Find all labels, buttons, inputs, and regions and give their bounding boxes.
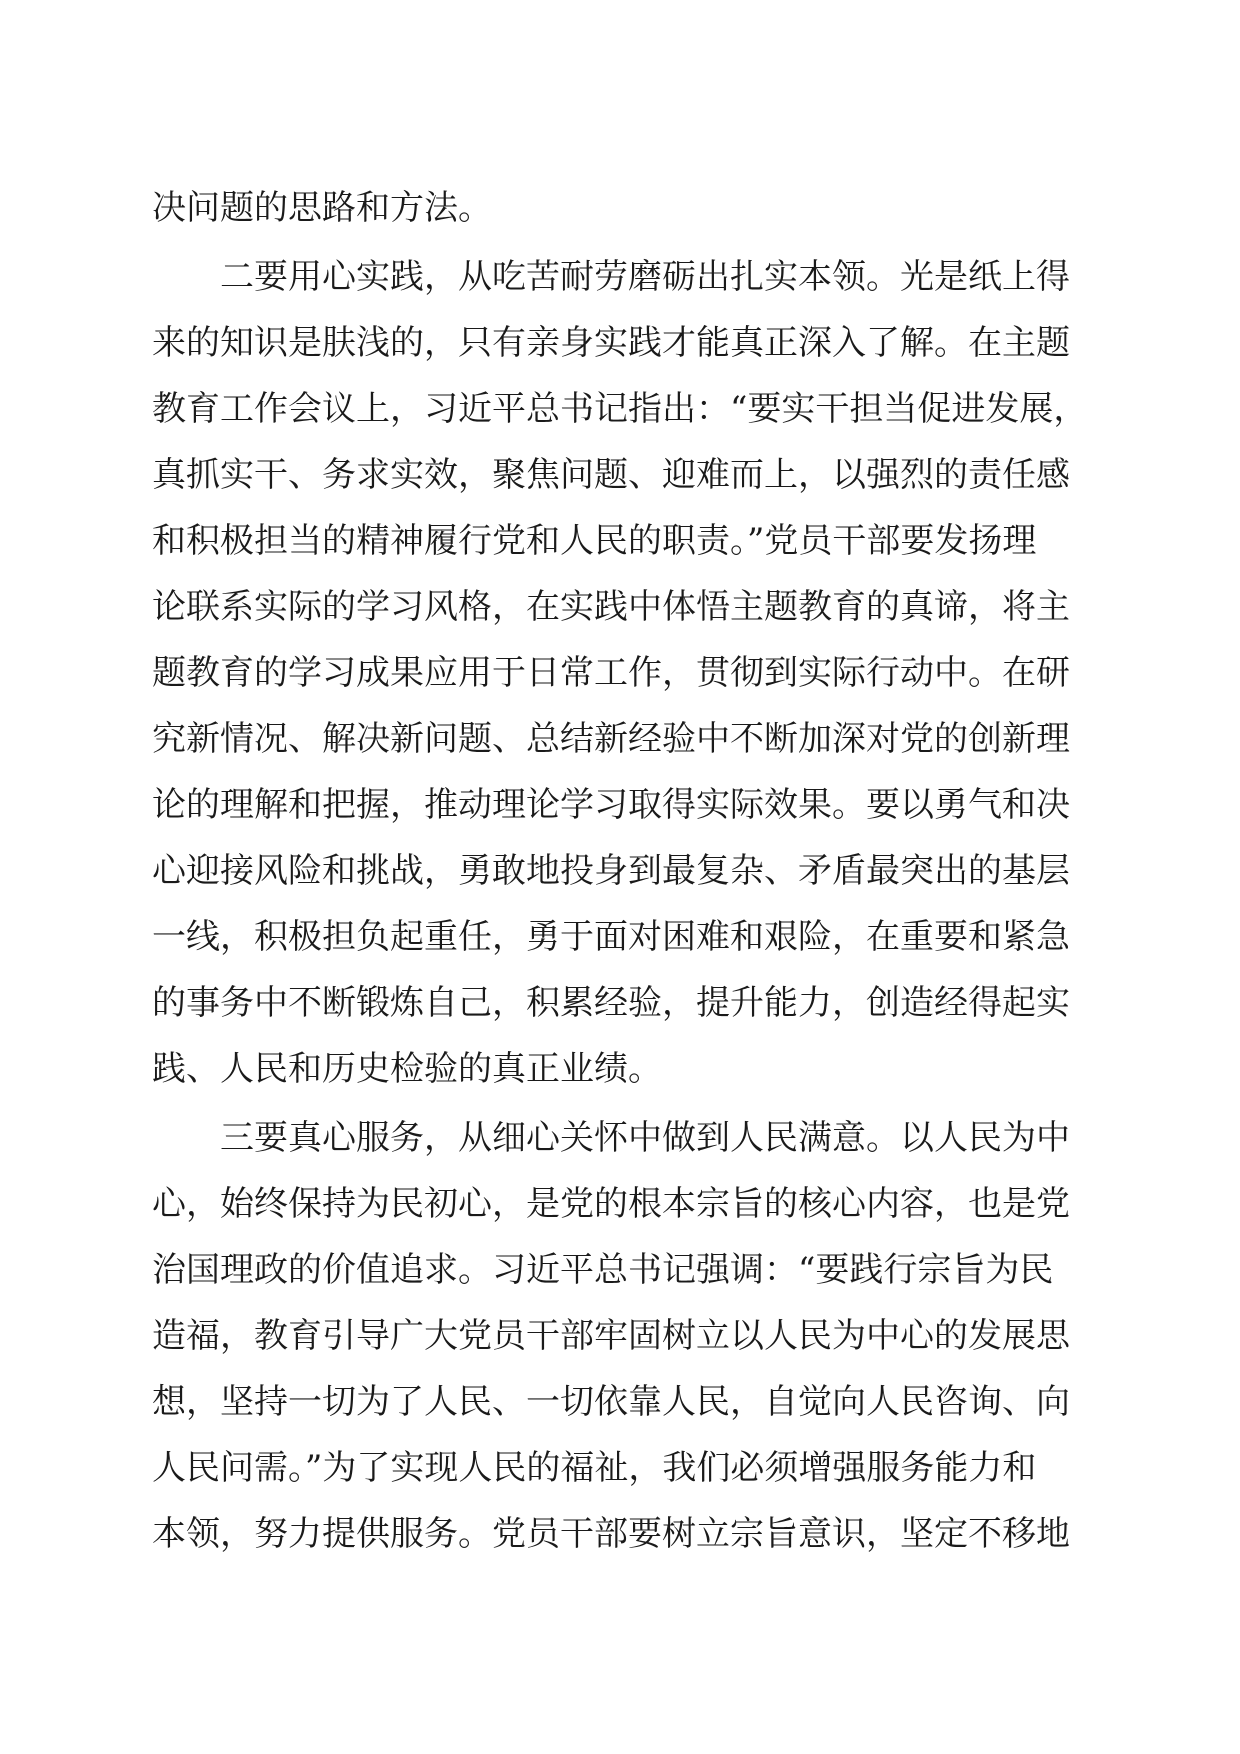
text-line: 治国理政的价值追求。习近平总书记强调：“要践行宗旨为民 xyxy=(152,1250,1054,1290)
text-line: 践、人民和历史检验的真正业绩。 xyxy=(152,1049,662,1089)
text-line: 心，始终保持为民初心，是党的根本宗旨的核心内容，也是党 xyxy=(152,1184,1070,1224)
text-line: 的事务中不断锻炼自己，积累经验，提升能力，创造经得起实 xyxy=(152,983,1070,1023)
text-line: 想，坚持一切为了人民、一切依靠人民，自觉向人民咨询、向 xyxy=(152,1382,1070,1422)
text-line: 真抓实干、务求实效，聚焦问题、迎难而上，以强烈的责任感 xyxy=(152,455,1070,495)
text-line: 造福，教育引导广大党员干部牢固树立以人民为中心的发展思 xyxy=(152,1316,1070,1356)
paragraph-start-line: 二要用心实践，从吃苦耐劳磨砺出扎实本领。光是纸上得 xyxy=(220,257,1070,297)
text-line: 题教育的学习成果应用于日常工作，贯彻到实际行动中。在研 xyxy=(152,653,1070,693)
text-line: 教育工作会议上，习近平总书记指出：“要实干担当促进发展， xyxy=(152,389,1088,429)
text-line: 和积极担当的精神履行党和人民的职责。”党员干部要发扬理 xyxy=(152,521,1037,561)
text-line: 决问题的思路和方法。 xyxy=(152,188,492,228)
text-line: 人民问需。”为了实现人民的福祉，我们必须增强服务能力和 xyxy=(152,1448,1037,1488)
text-line: 本领，努力提供服务。党员干部要树立宗旨意识，坚定不移地 xyxy=(152,1514,1070,1554)
text-line: 心迎接风险和挑战，勇敢地投身到最复杂、矛盾最突出的基层 xyxy=(152,851,1070,891)
text-line: 论联系实际的学习风格，在实践中体悟主题教育的真谛，将主 xyxy=(152,587,1070,627)
text-line: 论的理解和把握，推动理论学习取得实际效果。要以勇气和决 xyxy=(152,785,1070,825)
paragraph-start-line: 三要真心服务，从细心关怀中做到人民满意。以人民为中 xyxy=(220,1118,1070,1158)
text-line: 来的知识是肤浅的，只有亲身实践才能真正深入了解。在主题 xyxy=(152,323,1070,363)
text-line: 一线，积极担负起重任，勇于面对困难和艰险，在重要和紧急 xyxy=(152,917,1070,957)
text-line: 究新情况、解决新问题、总结新经验中不断加深对党的创新理 xyxy=(152,719,1070,759)
